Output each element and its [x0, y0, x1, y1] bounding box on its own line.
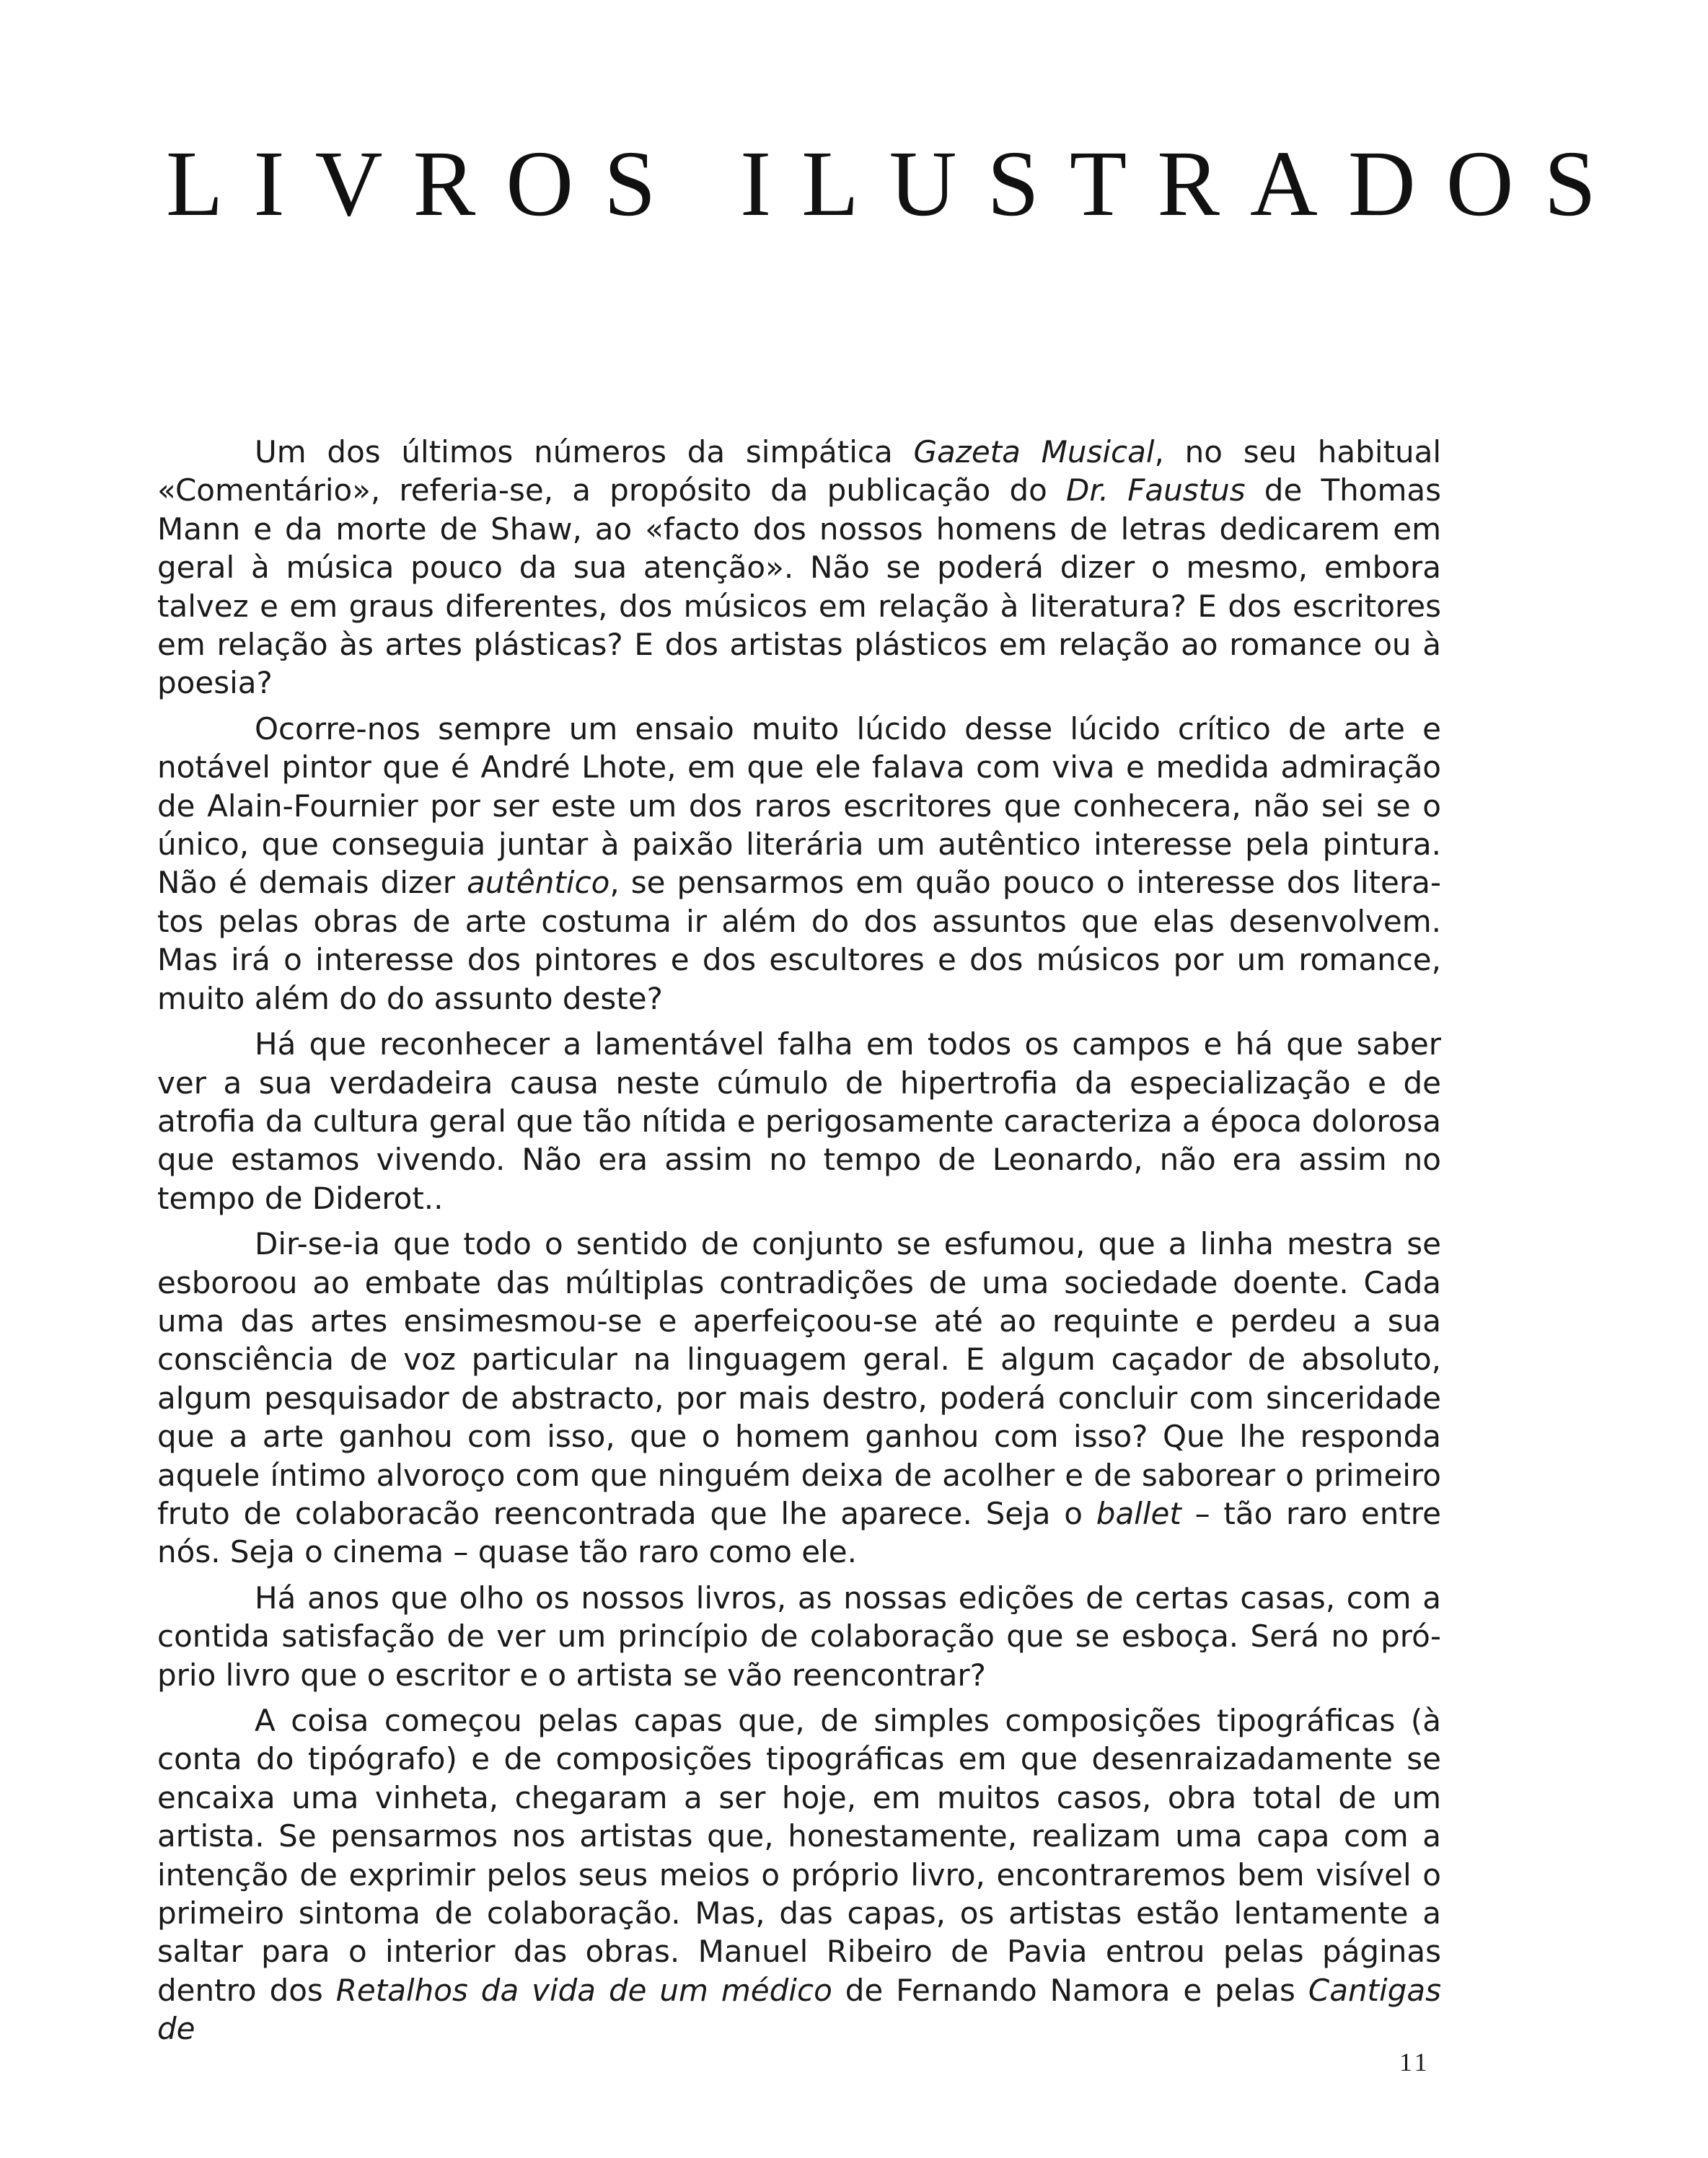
- book-title: Retalhos da vida de um médico: [335, 1972, 832, 2008]
- emphasis-word: ballet: [1096, 1495, 1181, 1531]
- paragraph-1: [157, 433, 1441, 703]
- paragraph-5: [157, 1579, 1441, 1694]
- emphasis-word: autêntico: [467, 865, 610, 901]
- paragraph-text: de Fernando Namora e pelas: [832, 1972, 1308, 2008]
- paragraph-text: , no seu habitual «Comentário», referia-se, a propósito da publicação do: [157, 434, 1441, 508]
- publication-title: Gazeta Musical: [913, 434, 1155, 470]
- paragraph-text: Dir-se-ia que todo o sentido de conjunto se esfumou, que a linha mestra se esboroou ao embate das múltiplas contradições de uma sociedade doente. Cada uma das artes ensimesmou-se e aperfeiçoou-se até ao requinte e perdeu a sua consciência de voz particular na linguagem geral. E algum caçador de absoluto, algum pesquisador de abstracto, por mais destro, poderá concluir com sinceridade que a arte ganhou com isso, que o homem ganhou com isso? Que lhe responda aquele íntimo alvoroço com que ninguém deixa de acolher e de saborear o primeiro fruto de colaboracão reencontrada que lhe aparece. Seja o: [157, 1226, 1441, 1531]
- paragraph-text: de Thomas Mann e da morte de Shaw, ao «facto dos nossos homens de letras dedicarem em geral à música pouco da sua atenção». Não se poderá dizer o mesmo, embora talvez e em graus diferentes, dos músicos em relação à literatura? E dos escritores em relação às artes plásticas? E dos artistas plásticos em relação ao romance ou à poesia?: [157, 472, 1441, 701]
- paragraph-text: , se pensarmos em quão pouco o interesse dos literatos pelas obras de arte costuma ir além do dos assuntos que elas desenvolvem. Mas irá o interesse dos pintores e dos escultores e dos músicos por um romance, muito além do do assunto deste?: [157, 865, 1442, 1016]
- paragraph-6: [157, 1701, 1441, 2048]
- paragraph-4: [157, 1225, 1441, 1572]
- paragraph-text: Há anos que olho os nossos livros, as nossas edições de certas casas, com a contida satisfação de ver um princípio de colaboração que se esboça. Será no próprio livro que o escritor e o artista se vão reencontrar?: [157, 1580, 1441, 1693]
- book-title: Dr. Faustus: [1066, 472, 1246, 508]
- paragraph-3: [157, 1025, 1441, 1217]
- article-body: [157, 433, 1441, 2048]
- page-title: LIVROS ILUSTRADOS: [166, 132, 1626, 236]
- page-number: 11: [1399, 2048, 1430, 2076]
- paragraph-text: Há que reconhecer a lamentável falha em todos os campos e há que saber ver a sua verdadeira causa neste cúmulo de hipertrofia da especialização e de atrofia da cultura geral que tão nítida e perigosamente caracteriza a época dolorosa que estamos vivendo. Não era assim no tempo de Leonardo, não era assim no tempo de Diderot..: [157, 1026, 1441, 1216]
- paragraph-text: Um dos últimos números da simpática: [255, 434, 914, 470]
- paragraph-text: Ocorre-nos sempre um ensaio muito lúcido desse lúcido crítico de arte e notável pintor que é André Lhote, em que ele falava com viva e medida admiração de Alain-Fournier por ser este um dos raros escritores que conhecera, não sei se o único, que conseguia juntar à paixão literária um autêntico interesse pela pintura. Não é demais dizer: [157, 710, 1441, 901]
- paragraph-2: [157, 710, 1441, 1018]
- paragraph-text: A coisa começou pelas capas que, de simples composições tipográficas (à conta do tipógrafo) e de composições tipográficas em que desenraizadamente se encaixa uma vinheta, chegaram a ser hoje, em muitos casos, obra total de um artista. Se pensarmos nos artistas que, honestamente, realizam uma capa com a intenção de exprimir pelos seus meios o próprio livro, encontraremos bem visível o primeiro sintoma de colaboração. Mas, das capas, os artistas estão lentamente a saltar para o interior das obras. Manuel Ribeiro de Pavia entrou pelas páginas dentro dos: [157, 1703, 1441, 2008]
- book-title: Cantigas de: [157, 1972, 1441, 2047]
- paragraph-text: – tão raro entre nós. Seja o cinema – quase tão raro como ele.: [157, 1495, 1441, 1570]
